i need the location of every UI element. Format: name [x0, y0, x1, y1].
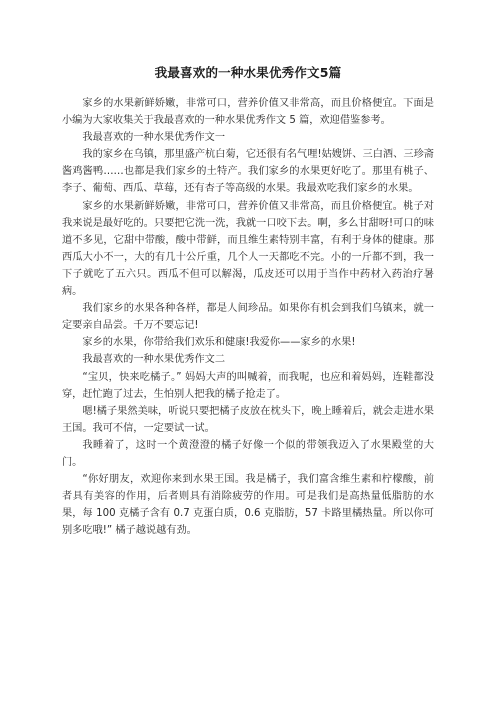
body-paragraph: 我睡着了，这时一个黄澄澄的橘子好像一个似的带领我迈入了水果殿堂的大门。 — [62, 439, 434, 468]
section-heading-essay-2: 我最喜欢的一种水果优秀作文二 — [82, 354, 226, 366]
body-paragraph: 嗯!橘子果然美味，听说只要把橘子皮放在枕头下，晚上睡着后，就会走进水果王国。我可不信，一定要试一试。 — [62, 405, 434, 434]
body-paragraph: 我的家乡在乌镇，那里盛产杭白菊，它还很有名气哩!姑嫂饼、三白酒、三珍斋酱鸡酱鸭……也都是我们家乡的土特产。我们家乡的水果更好吃了。那里有桃子、李子、葡萄、西瓜、草莓，还有杏子等高级的水果。我最欢吃我们家乡的水果。 — [62, 149, 434, 195]
body-paragraph: “宝贝，快来吃橘子。” 妈妈大声的叫喊着，而我呢，也应和着妈妈，连鞋都没穿，赶忙跑了过去，生怕别人把我的橘子抢走了。 — [62, 371, 434, 400]
body-paragraph: 家乡的水果，你带给我们欢乐和健康!我爱你——家乡的水果! — [82, 337, 356, 349]
body-paragraph: 我们家乡的水果各种各样，都是人间珍品。如果你有机会到我们乌镇来，就一定要亲自品尝。千万不要忘记! — [62, 303, 434, 332]
intro-paragraph: 家乡的水果新鲜娇嫩，非常可口，营养价值又非常高，而且价格便宜。下面是小编为大家收集关于我最喜欢的一种水果优秀作文 5 篇，欢迎借鉴参考。 — [62, 98, 434, 127]
body-paragraph: “你好朋友，欢迎你来到水果王国。我是橘子，我们富含维生素和柠檬酸，前者具有美容的作用，后者则具有消除疲劳的作用。可是我们是高热量低脂肪的水果，每 100 克橘子含有 0.7 克蛋白质，0.6 克脂肪，57 卡路里橘热量。所以你可别多吃哦!” 橘子越说越有劲。 — [62, 474, 434, 537]
document-body — [62, 95, 434, 539]
document-title: 我最喜欢的一种水果优秀作文5篇 — [154, 65, 342, 80]
section-heading-essay-1: 我最喜欢的一种水果优秀作文一 — [82, 132, 226, 144]
body-paragraph: 家乡的水果新鲜娇嫩，非常可口，营养价值又非常高，而且价格便宜。桃子对我来说是最好吃的。只要把它洗一洗，我就一口咬下去。啊，多么甘甜呀!可口的味道不多见，它甜中带酸，酸中带鲜，而且维生素特别丰富，有利于身体的健康。那西瓜大小不一，大的有几十公斤重，几个人一天都吃不完。小的一斤都不到，我一下子就吃了五六只。西瓜不但可以解渴，瓜皮还可以用于当作中药材入药治疗暑病。 — [62, 200, 434, 298]
